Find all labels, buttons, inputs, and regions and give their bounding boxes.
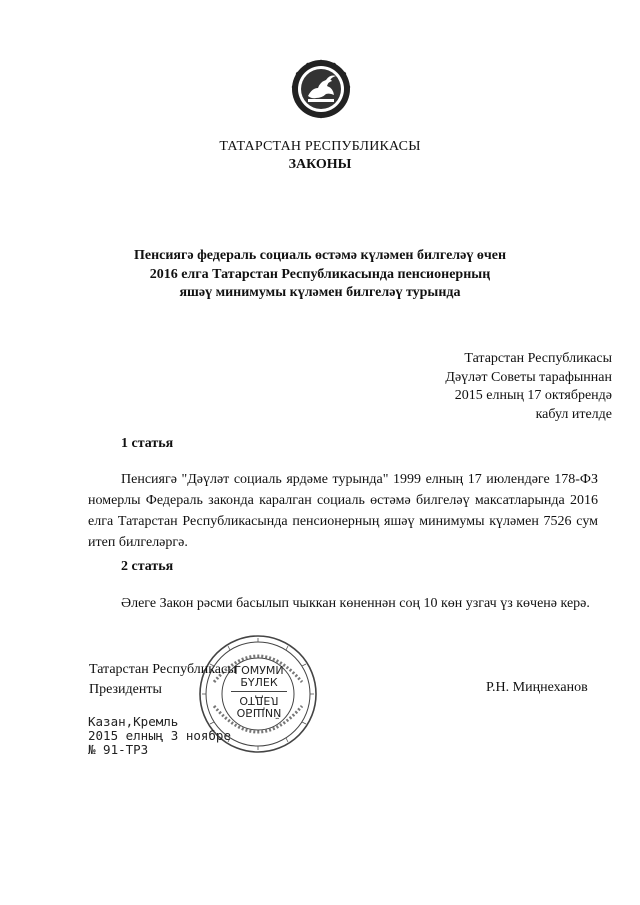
footer-place: Казан,Кремль xyxy=(88,714,179,729)
footer-date: 2015 елның 3 ноябре xyxy=(88,728,231,743)
article-1-text: Пенсиягә "Дәүләт социаль ярдәме турында" 1999 елның 17 июлендәге 178-ФЗ номерлы Федераль законда каралган социаль өстәмә билгеләү максатларында 2016 елга Татарстан Республикасында пенсионерның яшәү минимумы күләмен 7526 сум итеп билгеләргә. xyxy=(88,472,598,550)
law-label: ЗАКОНЫ xyxy=(288,157,352,172)
republic-name: ТАТАРСТАН РЕСПУБЛИКАСЫ xyxy=(219,139,421,154)
signatory-title xyxy=(89,660,237,700)
adoption-note xyxy=(445,350,612,425)
stamp-divider xyxy=(231,691,287,692)
law-title-line: Пенсиягә федераль социаль өстәмә күләмен билгеләү өчен xyxy=(133,248,507,263)
article-2-text: Әлеге Закон рәсми басылып чыккан көненнән соң 10 көн узгач үз көченә керә. xyxy=(121,596,590,611)
adoption-line: 2015 елның 17 октябрендә xyxy=(454,388,612,404)
law-title-line: яшәү минимумы күләмен билгеләү турында xyxy=(179,285,461,300)
stamp-text xyxy=(231,665,287,718)
stamp-line: ГОМУМИ xyxy=(234,664,284,677)
stamp-line: БҮЛЕК xyxy=(240,676,278,689)
law-title xyxy=(0,247,640,303)
adoption-line: Дәүләт Советы тарафыннан xyxy=(445,369,612,385)
document-header xyxy=(0,138,640,174)
signatory-title-line: Президенты xyxy=(89,682,162,697)
footer-number: № 91-ТРЗ xyxy=(88,742,149,757)
article-2-heading: 2 статья xyxy=(121,559,174,574)
stamp-line: ОБЩИЙ xyxy=(236,706,282,719)
document-footer xyxy=(88,715,231,757)
law-title-line: 2016 елга Татарстан Республикасында пенсионерның xyxy=(149,266,491,282)
adoption-line: кабул ителде xyxy=(535,407,612,423)
signatory-name: Р.Н. Миңнеханов xyxy=(486,680,588,695)
stamp-line: ОТДЕЛ xyxy=(239,694,279,707)
signatory-title-line: Татарстан Республикасы xyxy=(89,662,237,677)
adoption-line: Татарстан Республикасы xyxy=(464,351,612,366)
article-1-heading: 1 статья xyxy=(121,436,174,451)
tatarstan-emblem-icon xyxy=(290,58,352,120)
